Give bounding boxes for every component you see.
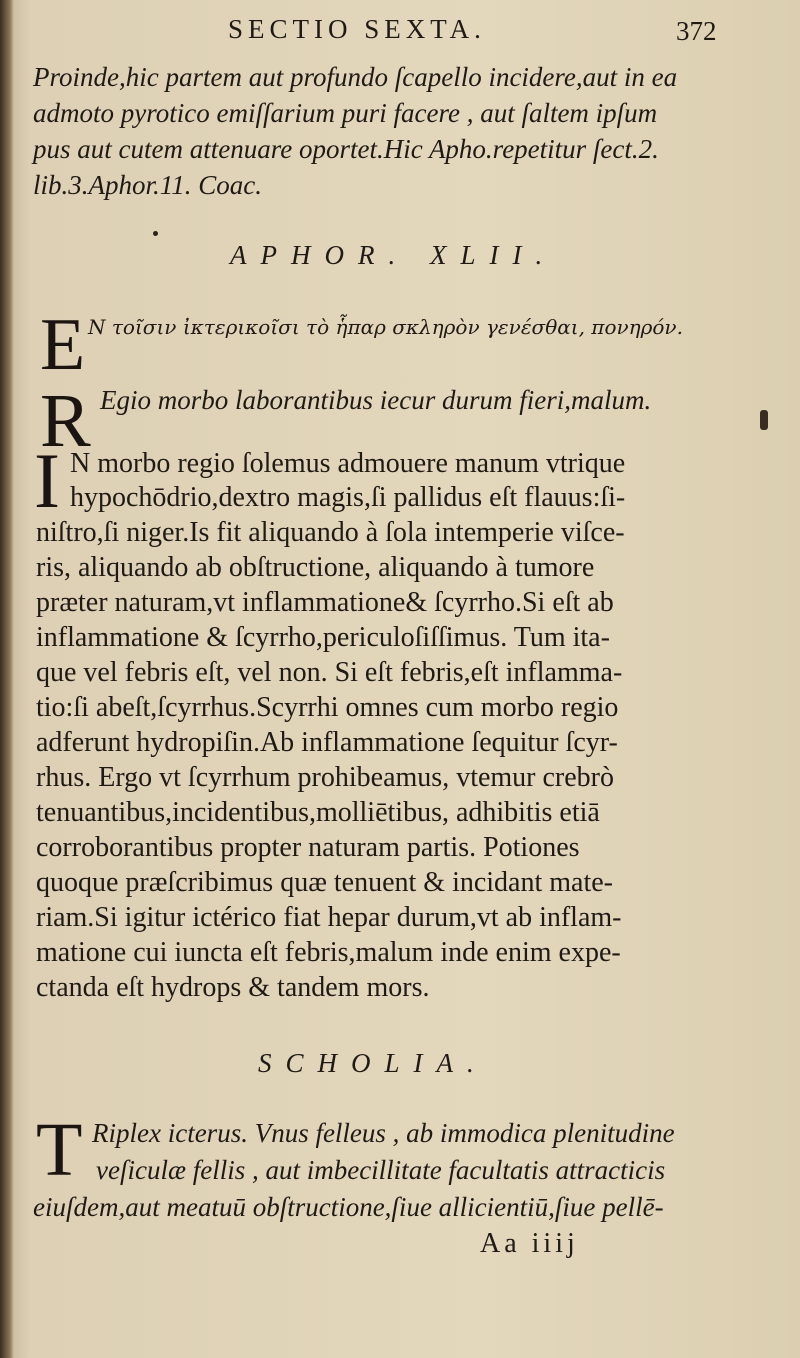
- commentary-drop-cap: I: [34, 437, 60, 524]
- commentary-line-2: hypochōdrio,dextro magis,ſi pallidus eſt flauus:ſi-: [70, 482, 626, 513]
- continuation-line-1: Proinde,hic partem aut profundo ſcapello incidere,aut in ea: [33, 62, 678, 92]
- scholia-heading: SCHOLIA.: [258, 1048, 488, 1078]
- commentary-line-4: ris, aliquando ab obſtructione, aliquando à tumore: [36, 552, 595, 583]
- commentary-line-13: quoque præſcribimus quæ tenuent & incidant mate-: [36, 867, 613, 898]
- commentary-line-14: riam.Si igitur ictérico fiat hepar durum,vt ab inflam-: [36, 902, 622, 933]
- commentary-line-8: tio:ſi abeſt,ſcyrrhus.Scyrrhi omnes cum morbo regio: [36, 692, 619, 723]
- running-title: SECTIO SEXTA.: [228, 14, 486, 44]
- continuation-line-3: pus aut cutem attenuare oportet.Hic Apho.repetitur ſect.2.: [33, 134, 659, 164]
- commentary-line-3: niſtro,ſi niger.Is fit aliquando à ſola intemperie viſce-: [36, 517, 625, 548]
- greek-aphorism: N τοῖσιν ἰκτερικοῖσι τὸ ἧπαρ σκληρὸν γενέσθαι, πονηρόν.: [88, 315, 683, 339]
- scholia-line-3: eiuſdem,aut meatuū obſtructione,ſiue allicientiū,ſiue pellē-: [33, 1192, 664, 1222]
- scholia-line-1: Riplex icterus. Vnus felleus , ab immodica plenitudine: [92, 1118, 675, 1148]
- commentary-line-9: adferunt hydropiſin.Ab inflammatione ſequitur ſcyr-: [36, 727, 618, 758]
- commentary-line-10: rhus. Ergo vt ſcyrrhum prohibeamus, vtemur crebrò: [36, 762, 615, 793]
- commentary-line-15: matione cui iuncta eſt febris,malum inde enim expe-: [36, 937, 621, 968]
- commentary-line-5: præter naturam,vt inflammatione& ſcyrrho.Si eſt ab: [36, 587, 614, 618]
- commentary-line-16: ctanda eſt hydrops & tandem mors.: [36, 972, 430, 1003]
- latin-drop-cap: R: [40, 379, 91, 463]
- scholia-line-2: veſiculæ fellis , aut imbecillitate facultatis attracticis: [96, 1155, 666, 1185]
- aphorism-heading: APHOR. XLII.: [230, 240, 557, 270]
- page-gutter: [0, 0, 14, 1358]
- continuation-line-2: admoto pyrotico emiſſarium puri facere , aut ſaltem ipſum: [33, 98, 658, 128]
- signature-mark: Aa iiij: [480, 1228, 579, 1259]
- commentary-line-12: corroborantibus propter naturam partis. Potiones: [36, 832, 580, 863]
- commentary-line-6: inflammatione & ſcyrrho,periculoſiſſimus. Tum ita-: [36, 622, 610, 653]
- commentary-line-11: tenuantibus,incidentibus,molliētibus, adhibitis etiā: [36, 797, 600, 828]
- commentary-line-1: N morbo regio ſolemus admouere manum vtrique: [70, 448, 626, 479]
- ink-dot: [153, 231, 158, 236]
- scholia-drop-cap: T: [36, 1108, 83, 1192]
- commentary-line-7: que vel febris eſt, vel non. Si eſt febris,eſt inflamma-: [36, 657, 623, 688]
- latin-aphorism: Egio morbo laborantibus iecur durum fieri,malum.: [100, 385, 652, 415]
- page-number: 372: [676, 16, 717, 46]
- continuation-line-4: lib.3.Aphor.11. Coac.: [33, 170, 262, 200]
- margin-ink-mark: [760, 410, 768, 430]
- greek-drop-cap: E: [40, 304, 86, 386]
